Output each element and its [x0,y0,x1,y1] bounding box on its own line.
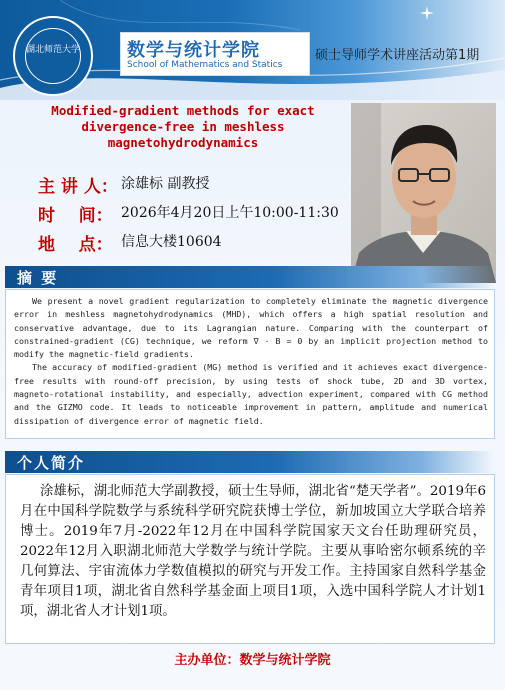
abstract-section-bar [5,266,495,288]
school-name-box [120,32,310,76]
talk-title: Modified-gradient methods for exact divergence-free in meshless magnetohydrodynamics [51,103,315,150]
bio-section-bar [5,451,495,473]
bio-paragraph: 涂雄标，湖北师范大学副教授，硕士生导师，湖北省“楚天学者”。2019年6月在中国科学院数学与系统科学研究院获博士学位，新加坡国立大学联合培养博士。2019年7月-2022年12月在中国科学院国家天文台任助理研究员，2022年12月入职湖北师范大学数学与统计学院。主要从事哈密尔顿系统的辛几何算法、宇宙流体力学数值模拟的研究与开发工作。主持国家自然科学基金青年项目1项，湖北省自然科学基金面上项目1项，入选中国科学院人才计划1项，湖北省人才计划1项。 [20,484,486,619]
school-name-en: School of Mathematics and Statics [127,60,283,70]
bio-text [20,482,486,622]
header-banner [0,0,505,100]
abstract-paragraph-2: The accuracy of modified-gradient (MG) method is verified and it achieves exact divergence-free results with round-off precision, by using tests of shock tube, 2D and 3D vortex, magneto-rotational instability, and especially, advection experiment, compared with CG method and the GIZMO code. It leads to noticeable improvement in pattern, amplitude and numerical dissipation of divergence error of magnetic field. [14,362,488,426]
speaker-label: 主 讲 人： [38,177,118,197]
time-value: 2026年4月20日上午10:00-11:30 [121,205,339,221]
speaker-portrait-image [351,103,496,283]
abstract-text [14,295,488,428]
speaker-photo [351,103,496,283]
organizer: 主办单位：数学与统计学院 [174,653,331,668]
bio-panel [5,474,495,644]
speaker-value: 涂雄标 副教授 [121,176,210,192]
lecture-series-title: 硕士导师学术讲座活动第1期 [315,48,480,63]
school-name-cn: 数学与统计学院 [127,40,260,61]
place-value: 信息大楼10604 [121,234,222,250]
abstract-heading: 摘 要 [17,269,59,287]
time-label: 时 间： [38,206,113,226]
logo-ring [25,28,81,84]
university-logo [13,16,93,96]
bio-heading: 个人简介 [17,454,86,472]
logo-text: 湖北师范大学 [25,45,80,55]
abstract-panel [5,289,495,439]
star-icon [420,6,434,20]
abstract-paragraph-1: We present a novel gradient regularization to completely eliminate the magnetic divergence error in meshless magnetohydrodynamics (MHD), which offers a high spatial resolution and conservative advantage, due to its Lagrangian nature. Comparing with the counterpart of constrained-gradient (CG) technique, we reform ∇ · B = 0 by an implicit projection method to modify the magnetic-field gradients. [14,296,488,360]
place-label: 地 点： [38,235,113,255]
